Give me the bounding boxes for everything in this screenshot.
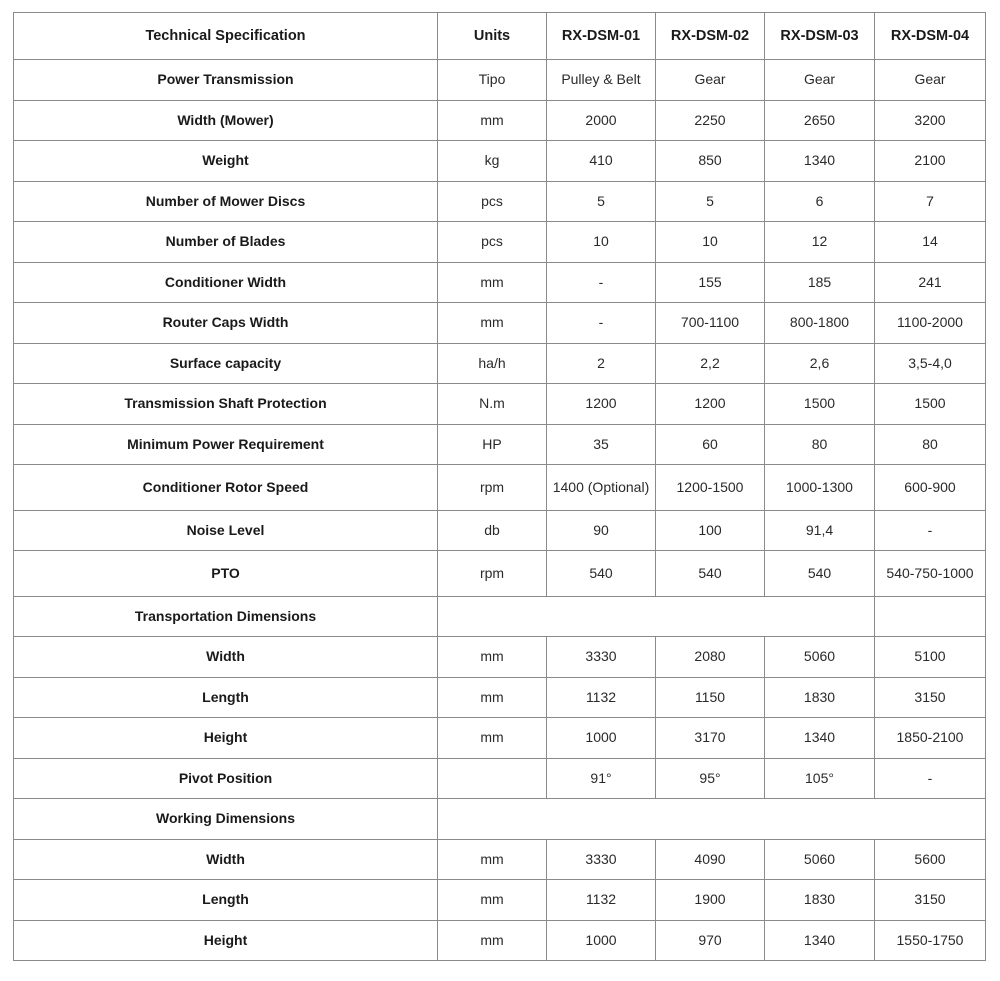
cell-value: 600-900 bbox=[875, 465, 986, 511]
row-label: PTO bbox=[14, 551, 438, 597]
cell-value: 1132 bbox=[547, 677, 656, 718]
row-unit: N.m bbox=[438, 384, 547, 425]
cell-value: 970 bbox=[656, 920, 765, 961]
table-row bbox=[14, 262, 986, 303]
cell-value: Gear bbox=[875, 60, 986, 101]
row-label: Minimum Power Requirement bbox=[14, 424, 438, 465]
section-row-working bbox=[14, 799, 986, 840]
cell-value: 185 bbox=[765, 262, 875, 303]
cell-value: 5060 bbox=[765, 839, 875, 880]
table-row bbox=[14, 222, 986, 263]
cell-value: 2250 bbox=[656, 100, 765, 141]
table-row bbox=[14, 677, 986, 718]
cell-value: 850 bbox=[656, 141, 765, 182]
cell-value: 1000 bbox=[547, 718, 656, 759]
row-unit: rpm bbox=[438, 551, 547, 597]
table-row bbox=[14, 141, 986, 182]
cell-value: 3170 bbox=[656, 718, 765, 759]
cell-value: 1000 bbox=[547, 920, 656, 961]
table-row bbox=[14, 100, 986, 141]
cell-value: - bbox=[547, 262, 656, 303]
header-model-4: RX-DSM-04 bbox=[875, 13, 986, 60]
row-label: Router Caps Width bbox=[14, 303, 438, 344]
cell-value: 35 bbox=[547, 424, 656, 465]
section-row-transport bbox=[14, 596, 986, 637]
row-unit: mm bbox=[438, 637, 547, 678]
row-unit: kg bbox=[438, 141, 547, 182]
cell-value: 1830 bbox=[765, 880, 875, 921]
cell-value: 3330 bbox=[547, 637, 656, 678]
cell-value: 1150 bbox=[656, 677, 765, 718]
row-label: Width bbox=[14, 839, 438, 880]
cell-value: 1550-1750 bbox=[875, 920, 986, 961]
section-blank bbox=[438, 799, 986, 840]
row-label: Pivot Position bbox=[14, 758, 438, 799]
header-row bbox=[14, 13, 986, 60]
cell-value: 2080 bbox=[656, 637, 765, 678]
table-row bbox=[14, 718, 986, 759]
cell-value: 410 bbox=[547, 141, 656, 182]
cell-value: 80 bbox=[875, 424, 986, 465]
cell-value: 1850-2100 bbox=[875, 718, 986, 759]
row-label: Number of Blades bbox=[14, 222, 438, 263]
row-unit: pcs bbox=[438, 181, 547, 222]
row-label: Width (Mower) bbox=[14, 100, 438, 141]
table-row bbox=[14, 758, 986, 799]
cell-value: 1132 bbox=[547, 880, 656, 921]
table-row bbox=[14, 920, 986, 961]
cell-value: 540-750-1000 bbox=[875, 551, 986, 597]
cell-value: 5060 bbox=[765, 637, 875, 678]
row-label: Noise Level bbox=[14, 510, 438, 551]
cell-value: - bbox=[547, 303, 656, 344]
table-row bbox=[14, 510, 986, 551]
row-unit: mm bbox=[438, 100, 547, 141]
cell-value: Pulley & Belt bbox=[547, 60, 656, 101]
cell-value: 5 bbox=[656, 181, 765, 222]
row-label: Power Transmission bbox=[14, 60, 438, 101]
cell-value: 10 bbox=[547, 222, 656, 263]
cell-value: 5600 bbox=[875, 839, 986, 880]
cell-value: 1900 bbox=[656, 880, 765, 921]
header-model-2: RX-DSM-02 bbox=[656, 13, 765, 60]
row-label: Length bbox=[14, 880, 438, 921]
section-blank bbox=[438, 596, 875, 637]
cell-value: 95° bbox=[656, 758, 765, 799]
header-model-1: RX-DSM-01 bbox=[547, 13, 656, 60]
cell-value: 3330 bbox=[547, 839, 656, 880]
table-row bbox=[14, 465, 986, 511]
cell-value: 5100 bbox=[875, 637, 986, 678]
row-label: Length bbox=[14, 677, 438, 718]
cell-value: - bbox=[875, 510, 986, 551]
table-row bbox=[14, 880, 986, 921]
cell-value: 4090 bbox=[656, 839, 765, 880]
cell-value: 241 bbox=[875, 262, 986, 303]
cell-value: 1830 bbox=[765, 677, 875, 718]
cell-value: 1200 bbox=[656, 384, 765, 425]
cell-value: 2000 bbox=[547, 100, 656, 141]
cell-value: 1500 bbox=[765, 384, 875, 425]
row-unit: rpm bbox=[438, 465, 547, 511]
cell-value: 2 bbox=[547, 343, 656, 384]
table-row bbox=[14, 551, 986, 597]
cell-value: 1340 bbox=[765, 141, 875, 182]
cell-value: 2,6 bbox=[765, 343, 875, 384]
cell-value: Gear bbox=[656, 60, 765, 101]
cell-value: 10 bbox=[656, 222, 765, 263]
row-unit: mm bbox=[438, 718, 547, 759]
row-label: Conditioner Width bbox=[14, 262, 438, 303]
row-label: Weight bbox=[14, 141, 438, 182]
cell-value: 2650 bbox=[765, 100, 875, 141]
header-spec: Technical Specification bbox=[14, 13, 438, 60]
header-model-3: RX-DSM-03 bbox=[765, 13, 875, 60]
table-row bbox=[14, 343, 986, 384]
spec-table bbox=[13, 12, 986, 961]
cell-value: Gear bbox=[765, 60, 875, 101]
cell-value: 1000-1300 bbox=[765, 465, 875, 511]
cell-value: 1200 bbox=[547, 384, 656, 425]
cell-value: 91,4 bbox=[765, 510, 875, 551]
cell-value: 800-1800 bbox=[765, 303, 875, 344]
cell-value: 91° bbox=[547, 758, 656, 799]
row-unit: mm bbox=[438, 262, 547, 303]
row-label: Height bbox=[14, 718, 438, 759]
table-row bbox=[14, 303, 986, 344]
cell-value: 3,5-4,0 bbox=[875, 343, 986, 384]
table-row bbox=[14, 637, 986, 678]
cell-value: 12 bbox=[765, 222, 875, 263]
row-unit: db bbox=[438, 510, 547, 551]
cell-value: 100 bbox=[656, 510, 765, 551]
row-unit: pcs bbox=[438, 222, 547, 263]
cell-value: 1340 bbox=[765, 718, 875, 759]
row-label: Transmission Shaft Protection bbox=[14, 384, 438, 425]
table-row bbox=[14, 424, 986, 465]
cell-value: 155 bbox=[656, 262, 765, 303]
cell-value: 1100-2000 bbox=[875, 303, 986, 344]
cell-value: 540 bbox=[547, 551, 656, 597]
cell-value: 540 bbox=[656, 551, 765, 597]
cell-value: - bbox=[875, 758, 986, 799]
row-label: Width bbox=[14, 637, 438, 678]
row-unit: mm bbox=[438, 839, 547, 880]
cell-value: 1200-1500 bbox=[656, 465, 765, 511]
cell-value: 105° bbox=[765, 758, 875, 799]
row-unit bbox=[438, 758, 547, 799]
header-units: Units bbox=[438, 13, 547, 60]
row-unit: mm bbox=[438, 880, 547, 921]
cell-value: 2,2 bbox=[656, 343, 765, 384]
cell-value: 3150 bbox=[875, 880, 986, 921]
row-unit: mm bbox=[438, 303, 547, 344]
row-label: Number of Mower Discs bbox=[14, 181, 438, 222]
row-unit: Tipo bbox=[438, 60, 547, 101]
table-row bbox=[14, 839, 986, 880]
section-blank bbox=[875, 596, 986, 637]
cell-value: 1400 (Optional) bbox=[547, 465, 656, 511]
cell-value: 5 bbox=[547, 181, 656, 222]
row-unit: mm bbox=[438, 677, 547, 718]
cell-value: 80 bbox=[765, 424, 875, 465]
section-title-transport: Transportation Dimensions bbox=[14, 596, 438, 637]
cell-value: 540 bbox=[765, 551, 875, 597]
section-title-working: Working Dimensions bbox=[14, 799, 438, 840]
cell-value: 3200 bbox=[875, 100, 986, 141]
cell-value: 3150 bbox=[875, 677, 986, 718]
cell-value: 6 bbox=[765, 181, 875, 222]
table-row bbox=[14, 384, 986, 425]
cell-value: 700-1100 bbox=[656, 303, 765, 344]
cell-value: 7 bbox=[875, 181, 986, 222]
cell-value: 60 bbox=[656, 424, 765, 465]
cell-value: 90 bbox=[547, 510, 656, 551]
cell-value: 2100 bbox=[875, 141, 986, 182]
table-row bbox=[14, 60, 986, 101]
cell-value: 14 bbox=[875, 222, 986, 263]
row-label: Conditioner Rotor Speed bbox=[14, 465, 438, 511]
table-row bbox=[14, 181, 986, 222]
row-unit: ha/h bbox=[438, 343, 547, 384]
cell-value: 1500 bbox=[875, 384, 986, 425]
row-unit: HP bbox=[438, 424, 547, 465]
row-label: Height bbox=[14, 920, 438, 961]
row-label: Surface capacity bbox=[14, 343, 438, 384]
cell-value: 1340 bbox=[765, 920, 875, 961]
row-unit: mm bbox=[438, 920, 547, 961]
